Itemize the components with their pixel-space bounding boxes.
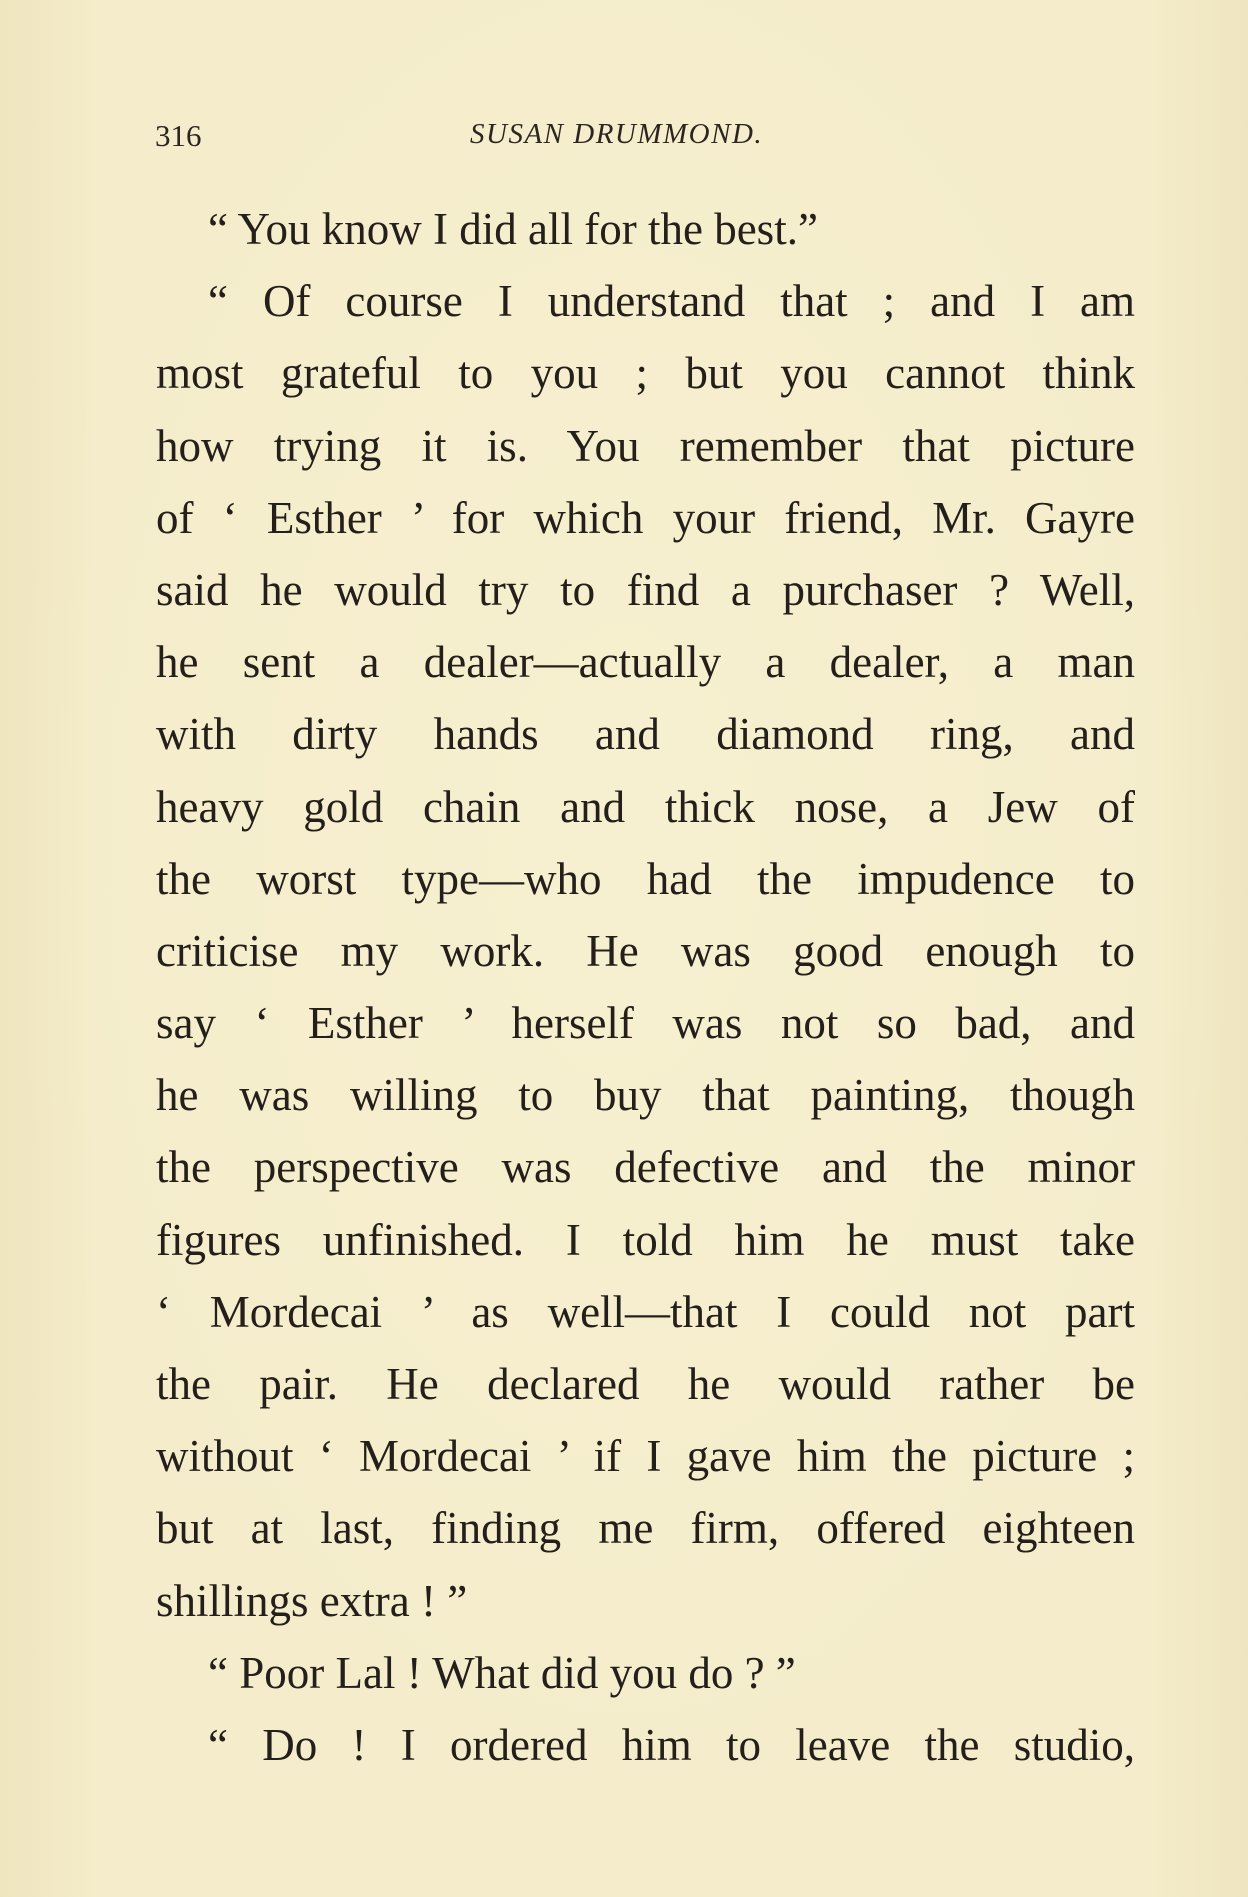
text-line: say ‘ Esther ’ herself was not so bad, and [156,998,1135,1049]
text-line: most grateful to you ; but you cannot think [156,348,1135,399]
text-line: shillings extra ! ” [156,1575,468,1626]
text-line: without ‘ Mordecai ’ if I gave him the picture ; [156,1431,1135,1482]
page-header [155,110,835,160]
text-line: he sent a dealer—actually a dealer, a man [156,637,1135,688]
text-line: criticise my work. He was good enough to [156,925,1135,976]
page-number: 316 [155,118,202,153]
text-line: heavy gold chain and thick nose, a Jew of [156,781,1135,832]
text-line: the pair. He declared he would rather be [156,1359,1135,1409]
text-line: “ Poor Lal ! What did you do ? ” [208,1647,796,1698]
text-line: “ Of course I understand that ; and I am [208,276,1135,327]
text-line: ‘ Mordecai ’ as well—that I could not part [156,1286,1135,1337]
text-line: said he would try to find a purchaser ? Well, [156,564,1135,615]
text-line: “ You know I did all for the best.” [208,204,818,254]
running-title: SUSAN DRUMMOND. [470,118,764,150]
text-line: “ Do ! I ordered him to leave the studio, [208,1719,1135,1770]
text-line: with dirty hands and diamond ring, and [156,709,1135,760]
text-line: figures unfinished. I told him he must take [156,1214,1135,1265]
text-line: how trying it is. You remember that picture [156,420,1135,471]
text-line: the perspective was defective and the minor [156,1142,1135,1193]
text-line: he was willing to buy that painting, though [156,1070,1135,1121]
body-text [156,193,1135,1781]
text-line: the worst type—who had the impudence to [156,853,1135,904]
text-line: but at last, finding me firm, offered eighteen [156,1503,1135,1554]
text-line: of ‘ Esther ’ for which your friend, Mr. Gayre [156,492,1135,543]
